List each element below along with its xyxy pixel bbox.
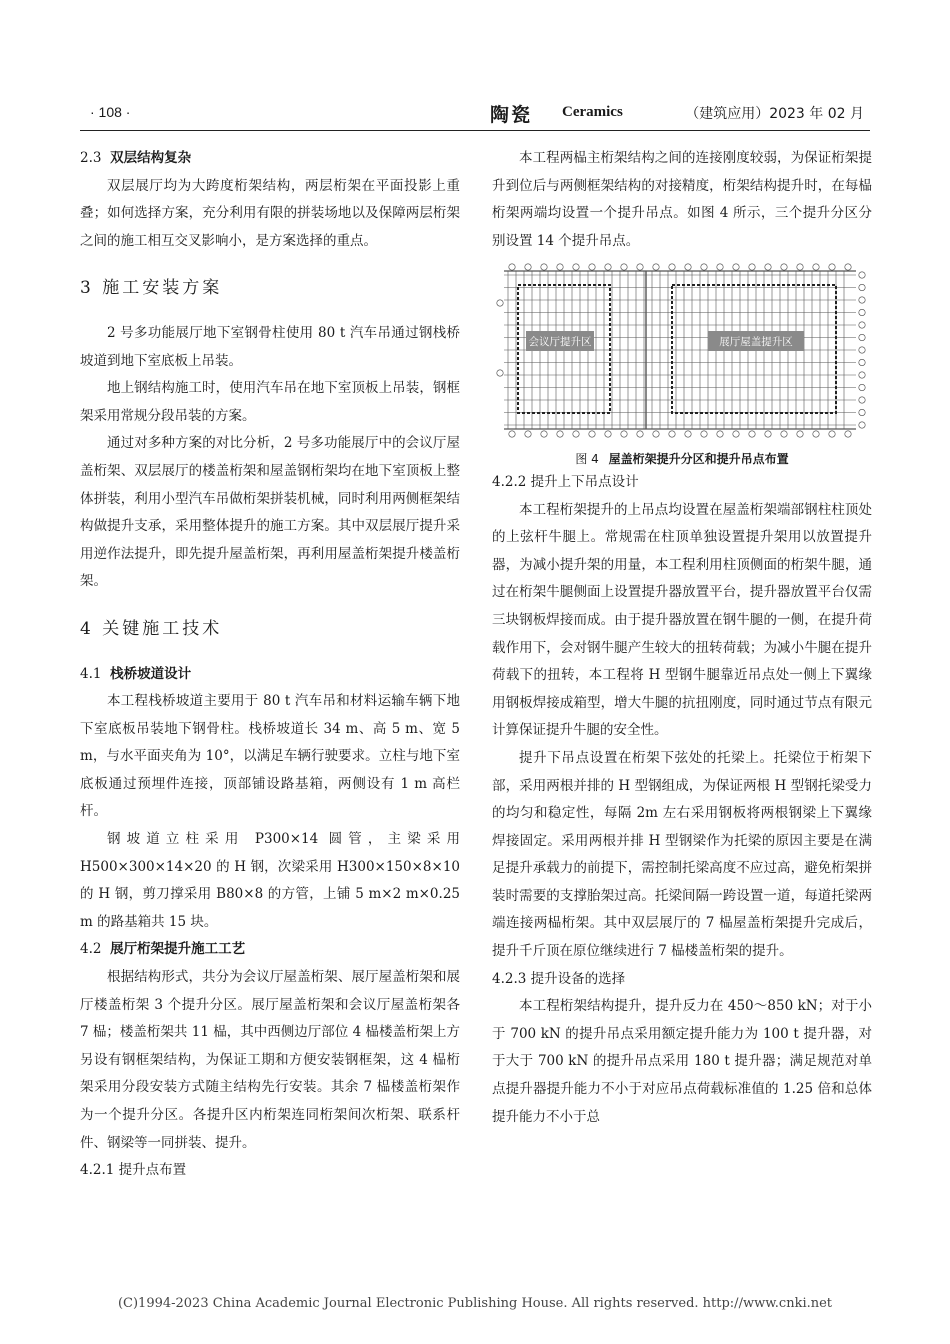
axis-bubble — [621, 264, 627, 270]
axis-bubble — [859, 410, 865, 416]
axis-bubble — [781, 264, 787, 270]
axis-bubble — [717, 431, 723, 437]
axis-bubble — [589, 431, 595, 437]
axis-bubble — [733, 431, 739, 437]
axis-bubble — [573, 431, 579, 437]
section-4-2-3-heading: 4.2.3 提升设备的选择 — [492, 970, 626, 987]
paragraph: 2 号多功能展厅地下室钢骨柱使用 80 t 汽车吊通过钢栈桥坡道到地下室底板上吊装。 — [80, 324, 460, 369]
axis-bubble — [859, 272, 865, 278]
copyright-footer: (C)1994-2023 China Academic Journal Electronic Publishing House. All rights reserved. http://www.cnki.net — [117, 1296, 833, 1311]
axis-bubble — [845, 431, 851, 437]
paragraph: 本工程栈桥坡道主要用于 80 t 汽车吊和材料运输车辆下地下室底板吊装地下钢骨柱。栈桥坡道长 34 m、高 5 m、宽 5 m，与水平面夹角为 10°，以满足车辆行驶要求。立柱与地下室底板通过预埋件连接，顶部铺设路基箱，两侧设有 1 m 高栏杆。 — [80, 693, 460, 820]
figure-4 — [492, 255, 872, 469]
axis-bubble — [717, 264, 723, 270]
section-4-1-heading: 4.1 栈桥坡道设计 — [80, 665, 192, 682]
page-header — [80, 100, 870, 131]
axis-bubble — [859, 322, 865, 328]
axis-bubble — [859, 297, 865, 303]
axis-bubble — [765, 264, 771, 270]
journal-name-en: Ceramics — [562, 104, 623, 120]
axis-bubble — [813, 431, 819, 437]
axis-bubble — [859, 310, 865, 316]
paragraph: 地上钢结构施工时，使用汽车吊在地下室顶板上吊装，钢框架采用常规分段吊装的方案。 — [80, 380, 460, 424]
axis-bubble — [557, 264, 563, 270]
paragraph: 本工程两榀主桁架结构之间的连接刚度较弱，为保证桁架提升到位后与两侧框架结构的对接精度，桁架结构提升时，在每榀桁架两端均设置一个提升吊点。如图 4 所示，三个提升分区分别设置 14 个提升吊点。 — [492, 150, 872, 249]
axis-bubble — [653, 264, 659, 270]
section-4-2-1-heading: 4.2.1 提升点布置 — [80, 1162, 187, 1179]
axis-bubble — [733, 264, 739, 270]
axis-bubble — [859, 422, 865, 428]
section-4-2-2-heading: 4.2.2 提升上下吊点设计 — [492, 473, 639, 490]
section-3-heading: 3 施工安装方案 — [80, 278, 223, 299]
paragraph: 钢坡道立柱采用 P300×14 圆管，主梁采用 H500×300×14×20 的 H 钢，次梁采用 H300×150×8×10 的 H 钢，剪刀撑采用 B80×8 的方管，上铺 5 m×2 m×0.25 m 的路基箱共 15 块。 — [80, 831, 460, 930]
axis-bubble — [749, 264, 755, 270]
axis-bubble — [573, 264, 579, 270]
paragraph: 根据结构形式，共分为会议厅屋盖桁架、展厅屋盖桁架和展厅楼盖桁架 3 个提升分区。展厅屋盖桁架和会议厅屋盖桁架各 7 榀；楼盖桁架共 11 榀，其中西侧边厅部位 4 榀楼盖桁架上方另设有钢框架结构，为保证工期和方便安装钢框架，这 4 榀桁架采用分段安装方式随主结构先行安装。其余 7 榀楼盖桁架作为一个提升分区。各提升区内桁架连同桁架间次桁架、联系杆件、钢梁等一同拼装、提升。 — [80, 969, 460, 1151]
axis-bubble — [509, 431, 515, 437]
axis-bubble — [859, 347, 865, 353]
axis-bubble — [829, 431, 835, 437]
axis-bubble — [859, 285, 865, 291]
axis-bubble — [859, 397, 865, 403]
axis-bubble — [845, 264, 851, 270]
axis-bubble — [701, 431, 707, 437]
axis-bubble — [497, 300, 503, 306]
axis-bubble — [637, 431, 643, 437]
section-4-2-heading: 4.2 展厅桁架提升施工工艺 — [80, 941, 246, 958]
axis-bubble — [589, 264, 595, 270]
paragraph: 提升下吊点设置在桁架下弦处的托梁上。托梁位于桁架下部，采用两根并排的 H 型钢组成，为保证两根 H 型钢托梁受力的均匀和稳定性，每隔 2m 左右采用钢板将两根钢梁上下翼缘焊接固定。采用两根并排 H 型钢梁作为托梁的原因主要是在满足提升承载力的前提下，需控制托梁高度不应过高，避免桁架拼装时需要的支撑胎架过高。托梁间隔一跨设置一道，每道托梁两端连接两榀桁架。其中双层展厅的 7 榀屋盖桁架提升完成后，提升千斤顶在原位继续进行 7 榀楼盖桁架的提升。 — [492, 749, 872, 960]
axis-bubble — [605, 431, 611, 437]
journal-logo: 陶瓷 — [490, 104, 533, 126]
label-meeting-hall-zone: 会议厅提升区 — [528, 336, 592, 349]
axis-bubble — [859, 385, 865, 391]
figure-caption: 图 4 屋盖桁架提升分区和提升吊点布置 — [575, 451, 789, 466]
axis-bubble — [557, 431, 563, 437]
axis-bubble — [813, 264, 819, 270]
section-4-heading: 4 关键施工技术 — [80, 618, 223, 639]
axis-bubble — [749, 431, 755, 437]
paragraph: 双层展厅均为大跨度桁架结构，两层桁架在平面投影上重叠；如何选择方案，充分利用有限的拼装场地以及保障两层桁架之间的施工相互交叉影响小，是方案选择的重点。 — [80, 177, 460, 249]
axis-bubble — [525, 431, 531, 437]
axis-bubble — [621, 431, 627, 437]
axis-bubble — [859, 372, 865, 378]
axis-bubble — [701, 264, 707, 270]
axis-bubble — [859, 335, 865, 341]
truss-layout-drawing — [496, 263, 868, 438]
issue-info: （建筑应用）2023 年 02 月 — [685, 106, 864, 122]
paragraph: 本工程桁架提升的上吊点均设置在屋盖桁架端部钢柱柱顶处的上弦杆牛腿上。常规需在柱顶单独设置提升架用以放置提升器，为减小提升架的用量，本工程利用柱顶侧面的桁架牛腿，通过在桁架牛腿侧面上设置提升器放置平台，提升器放置平台仅需三块钢板焊接而成。由于提升器放置在钢牛腿的一侧，在提升荷载作用下，会对钢牛腿产生较大的扭转荷载；为减小牛腿在提升荷载下的扭转，本工程将 H 型钢牛腿靠近吊点处一侧上下翼缘用钢板焊接成箱型，增大牛腿的抗扭刚度，同时通过节点有限元计算保证提升牛腿的安全性。 — [492, 501, 872, 739]
axis-bubble — [685, 264, 691, 270]
axis-bubble — [765, 431, 771, 437]
page-number: · 108 · — [90, 104, 131, 120]
axis-bubble — [637, 264, 643, 270]
axis-bubble — [829, 264, 835, 270]
label-hall-roof-zone: 展厅屋盖提升区 — [719, 336, 793, 349]
axis-bubble — [797, 431, 803, 437]
axis-bubble — [525, 264, 531, 270]
axis-bubble — [669, 264, 675, 270]
section-2-3-heading: 2.3 双层结构复杂 — [80, 150, 192, 166]
axis-bubble — [781, 431, 787, 437]
axis-bubble — [541, 264, 547, 270]
axis-bubble — [797, 264, 803, 270]
paragraph: 本工程桁架结构提升，提升反力在 450～850 kN；对于小于 700 kN 的提升吊点采用额定提升能力为 100 t 提升器，对于大于 700 kN 的提升吊点采用 180 t 提升器；满足规范对单点提升器提升能力不小于对应吊点荷载标准值的 1.25 倍和总体提升能力不小于总 — [492, 998, 872, 1125]
left-column — [80, 145, 460, 1185]
axis-bubble — [541, 431, 547, 437]
axis-bubble — [685, 431, 691, 437]
right-column — [492, 145, 872, 1131]
axis-bubble — [859, 360, 865, 366]
axis-bubble — [509, 264, 515, 270]
axis-bubble — [669, 431, 675, 437]
paragraph: 通过对多种方案的对比分析，2 号多功能展厅中的会议厅屋盖桁架、双层展厅的楼盖桁架和屋盖钢桁架均在地下室顶板上整体拼装，利用小型汽车吊做桁架拼装机械，同时利用两侧框架结构做提升支承，采用整体提升的施工方案。其中双层展厅提升采用逆作法提升，即先提升屋盖桁架，再利用屋盖桁架提升楼盖桁架。 — [80, 435, 460, 590]
axis-bubble — [653, 431, 659, 437]
axis-bubble — [497, 370, 503, 376]
axis-bubble — [605, 264, 611, 270]
